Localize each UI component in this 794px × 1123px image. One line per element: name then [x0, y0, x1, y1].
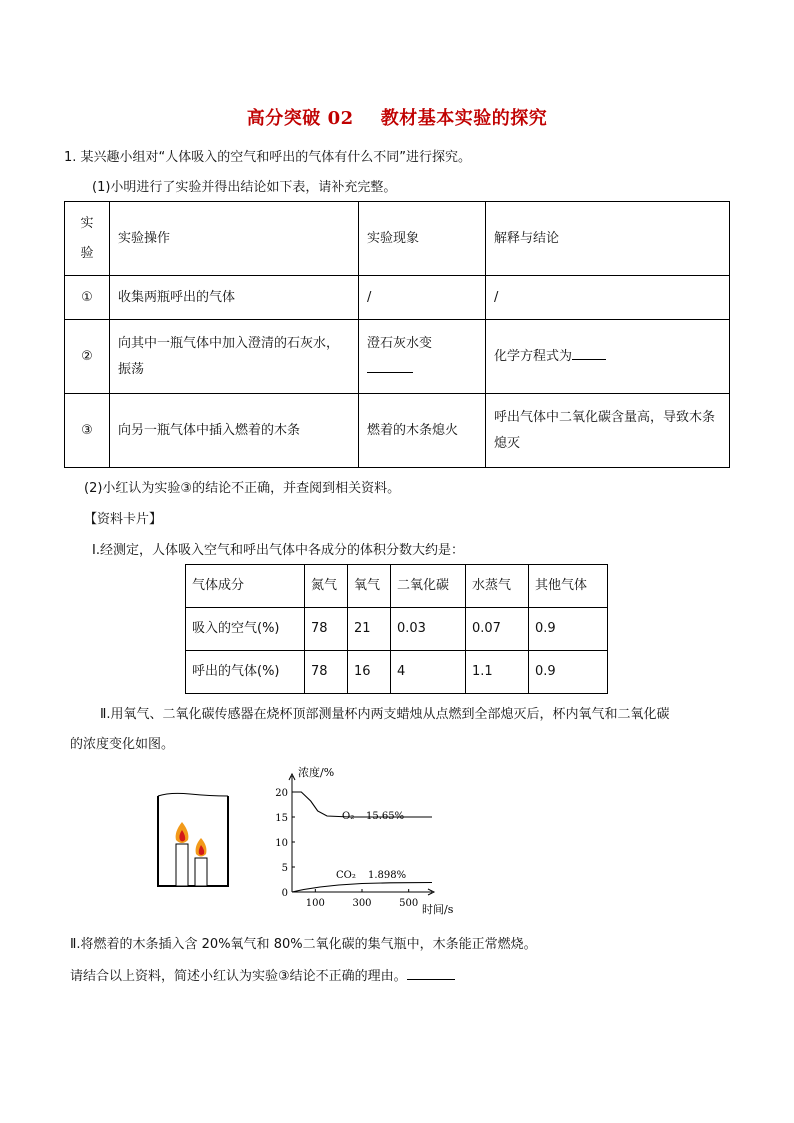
chart-ylabel: 浓度/%	[298, 766, 335, 779]
row2-operation: 向其中一瓶气体中加入澄清的石灰水， 振荡	[110, 320, 359, 394]
concentration-chart	[270, 762, 454, 918]
row1-phenomenon: /	[359, 276, 486, 320]
o2-series-line	[292, 792, 432, 817]
row1-operation: 收集两瓶呼出的气体	[110, 276, 359, 320]
header-operation: 实验操作	[110, 202, 359, 276]
row2-conclusion: 化学方程式为	[486, 320, 730, 394]
t2-row2-cell: 0.9	[529, 651, 608, 694]
page-title	[0, 104, 794, 130]
answer-blank-phenomenon[interactable]	[367, 358, 413, 373]
t2-header-water: 水蒸气	[466, 565, 529, 608]
card-item-ii-line2: 的浓度变化如图。	[70, 737, 175, 752]
chart-y-tick-label: 15	[275, 813, 288, 824]
title-part2: 教材基本实验的探究	[380, 108, 548, 129]
row1-conclusion: /	[486, 276, 730, 320]
experiment-table	[64, 201, 730, 468]
t2-row1-cell: 0.03	[391, 608, 466, 651]
t2-row2-cell: 78	[305, 651, 348, 694]
co2-series-name: CO₂	[336, 870, 356, 881]
candle-beaker-illustration	[150, 790, 240, 890]
row1-no: ①	[65, 276, 110, 320]
card-item-ii-line1: Ⅱ.用氧气、二氧化碳传感器在烧杯顶部测量杯内两支蜡烛从点燃到全部熄灭后，杯内氧气和二氧化碳	[100, 707, 670, 722]
chart-y-tick-label: 20	[275, 788, 288, 799]
t2-header-gas: 气体成分	[186, 565, 305, 608]
t2-row2-label: 呼出的气体(%)	[186, 651, 305, 694]
gas-composition-table	[185, 564, 608, 694]
t2-header-nitrogen: 氮气	[305, 565, 348, 608]
header-phenomenon: 实验现象	[359, 202, 486, 276]
row3-phenomenon: 燃着的木条熄火	[359, 394, 486, 468]
t2-row1-cell: 78	[305, 608, 348, 651]
chart-y-tick-label: 0	[281, 888, 288, 899]
row2-no: ②	[65, 320, 110, 394]
answer-blank-equation[interactable]	[572, 345, 606, 360]
row3-no: ③	[65, 394, 110, 468]
t2-row1-cell: 0.07	[466, 608, 529, 651]
chart-x-tick-label: 500	[399, 898, 419, 909]
t2-row2-cell: 4	[391, 651, 466, 694]
row2-phenomenon: 澄石灰水变	[359, 320, 486, 394]
chart-x-tick-label: 100	[305, 898, 325, 909]
t2-row1-label: 吸入的空气(%)	[186, 608, 305, 651]
row3-operation: 向另一瓶气体中插入燃着的木条	[110, 394, 359, 468]
question-1-sub2: (2)小红认为实验③的结论不正确，并查阅到相关资料。	[84, 481, 401, 496]
chart-xlabel: 时间/s	[422, 903, 454, 916]
header-conclusion: 解释与结论	[486, 202, 730, 276]
question-1-text: 1. 某兴趣小组对“人体吸入的空气和呼出的气体有什么不同”进行探究。	[64, 150, 472, 165]
card-item-iii: Ⅱ.将燃着的木条插入含 20%氧气和 80%二氧化碳的集气瓶中，木条能正常燃烧。	[70, 937, 537, 952]
t2-row2-cell: 16	[348, 651, 391, 694]
o2-series-label: 15.65%	[366, 811, 405, 822]
t2-row1-cell: 21	[348, 608, 391, 651]
t2-row2-cell: 1.1	[466, 651, 529, 694]
question-1-sub1: (1)小明进行了实验并得出结论如下表，请补充完整。	[92, 180, 397, 195]
title-part1: 高分突破 02	[246, 108, 354, 129]
card-title: 【资料卡片】	[84, 512, 163, 527]
header-experiment: 实 验	[65, 202, 110, 276]
answer-blank-reason[interactable]	[407, 965, 455, 980]
row3-conclusion: 呼出气体中二氧化碳含量高，导致木条 熄灭	[486, 394, 730, 468]
card-item-i: Ⅰ.经测定，人体吸入空气和呼出气体中各成分的体积分数大约是：	[92, 543, 464, 558]
t2-row1-cell: 0.9	[529, 608, 608, 651]
chart-x-tick-label: 300	[352, 898, 372, 909]
t2-header-co2: 二氧化碳	[391, 565, 466, 608]
co2-series-label: 1.898%	[368, 870, 407, 881]
final-question: 请结合以上资料，简述小红认为实验③结论不正确的理由。	[70, 965, 455, 984]
chart-y-tick-label: 5	[281, 863, 288, 874]
chart-y-tick-label: 10	[275, 838, 288, 849]
t2-header-other: 其他气体	[529, 565, 608, 608]
t2-header-oxygen: 氧气	[348, 565, 391, 608]
o2-series-name: O₂	[342, 811, 355, 822]
